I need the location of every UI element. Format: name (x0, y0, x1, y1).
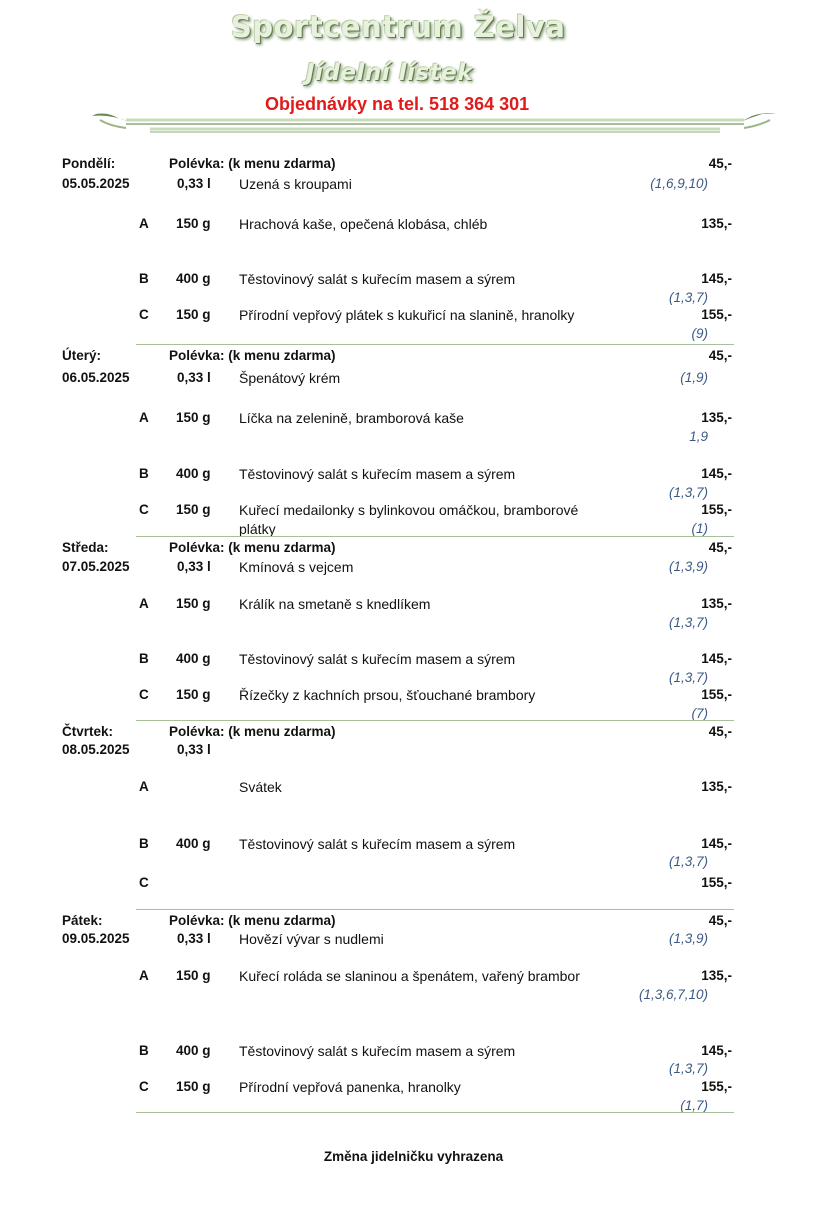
meal-name: Těstovinový salát s kuřecím masem a sýrem (239, 651, 516, 667)
meal-allergens: (1) (691, 521, 708, 536)
meal-name: Těstovinový salát s kuřecím masem a sýrem (239, 1043, 516, 1059)
day-date: 08.05.2025 (62, 742, 130, 757)
meal-price: 145,- (701, 836, 732, 851)
soup-price: 45,- (708, 348, 732, 363)
soup-qty: 0,33 l (177, 931, 211, 946)
soup-allergens: (1,3,9) (668, 931, 708, 946)
meal-allergens: (1,3,7) (668, 485, 708, 500)
meal-qty: 400 g (176, 1043, 211, 1058)
meal-allergens: (1,3,7) (668, 854, 708, 869)
meal-qty: 400 g (176, 271, 211, 286)
soup-label: Polévka: (k menu zdarma) (169, 724, 336, 739)
day-separator (136, 536, 734, 537)
meal-qty: 150 g (176, 968, 211, 983)
decorative-divider (90, 108, 780, 138)
meal-qty: 400 g (176, 466, 211, 481)
soup-name: Hovězí vývar s nudlemi (239, 931, 384, 947)
meal-name: Kuřecí roláda se slaninou a špenátem, vařený brambor (239, 968, 580, 984)
meal-price: 155,- (701, 687, 732, 702)
soup-allergens: (1,3,9) (668, 559, 708, 574)
meal-allergens: (1,3,7) (668, 1061, 708, 1076)
soup-allergens: (1,9) (680, 370, 708, 385)
meal-letter: A (139, 410, 149, 425)
meal-price: 135,- (701, 410, 732, 425)
meal-price: 145,- (701, 1043, 732, 1058)
meal-name: Svátek (239, 779, 282, 795)
meal-allergens: (1,3,7) (668, 670, 708, 685)
meal-allergens: (1,3,6,7,10) (638, 987, 708, 1002)
meal-qty: 150 g (176, 1079, 211, 1094)
meal-qty: 150 g (176, 502, 211, 517)
meal-name: Hrachová kaše, opečená klobása, chléb (239, 216, 488, 232)
meal-price: 155,- (701, 1079, 732, 1094)
meal-allergens: (1,7) (680, 1098, 708, 1113)
meal-allergens: (7) (691, 706, 708, 721)
meal-allergens: (9) (691, 326, 708, 341)
meal-name: Králík na smetaně s knedlíkem (239, 596, 431, 612)
soup-qty: 0,33 l (177, 176, 211, 191)
meal-name: Přírodní vepřová panenka, hranolky (239, 1079, 461, 1095)
meal-letter: C (139, 502, 149, 517)
soup-qty: 0,33 l (177, 370, 211, 385)
day-name: Středa: (62, 540, 109, 555)
meal-name: Kuřecí medailonky s bylinkovou omáčkou, bramborové (239, 502, 579, 518)
day-separator (136, 909, 734, 910)
meal-price: 145,- (701, 271, 732, 286)
meal-letter: B (139, 466, 149, 481)
meal-letter: B (139, 651, 149, 666)
meal-name: Řízečky z kachních prsou, šťouchané brambory (239, 687, 536, 703)
meal-letter: C (139, 875, 149, 890)
meal-price: 135,- (701, 779, 732, 794)
meal-letter: A (139, 596, 149, 611)
meal-name: Těstovinový salát s kuřecím masem a sýrem (239, 836, 516, 852)
day-separator (136, 720, 734, 721)
soup-label: Polévka: (k menu zdarma) (169, 348, 336, 363)
order-phone-line: Objednávky na tel. 518 364 301 (265, 94, 530, 114)
meal-name: Líčka na zelenině, bramborová kaše (239, 410, 464, 426)
day-date: 07.05.2025 (62, 559, 130, 574)
meal-letter: B (139, 271, 149, 286)
meal-qty: 400 g (176, 651, 211, 666)
menu-subtitle: Jídelní lístek (306, 60, 474, 86)
meal-letter: C (139, 687, 149, 702)
soup-label: Polévka: (k menu zdarma) (169, 156, 336, 171)
meal-letter: C (139, 307, 149, 322)
footer-note: Změna jidelničku vyhrazena (323, 1149, 504, 1164)
soup-label: Polévka: (k menu zdarma) (169, 913, 336, 928)
soup-qty: 0,33 l (177, 559, 211, 574)
soup-price: 45,- (708, 913, 732, 928)
meal-price: 135,- (701, 216, 732, 231)
restaurant-title: Sportcentrum Želva (231, 10, 566, 44)
soup-price: 45,- (708, 156, 732, 171)
meal-price: 155,- (701, 502, 732, 517)
day-date: 05.05.2025 (62, 176, 130, 191)
meal-price: 145,- (701, 651, 732, 666)
meal-qty: 150 g (176, 687, 211, 702)
soup-qty: 0,33 l (177, 742, 211, 757)
day-separator (136, 344, 734, 345)
meal-letter: B (139, 836, 149, 851)
day-name: Úterý: (62, 348, 102, 363)
meal-price: 155,- (701, 307, 732, 322)
day-name: Čtvrtek: (62, 724, 114, 739)
meal-name: Těstovinový salát s kuřecím masem a sýrem (239, 271, 516, 287)
meal-letter: A (139, 968, 149, 983)
meal-allergens: (1,3,7) (668, 290, 708, 305)
meal-price: 145,- (701, 466, 732, 481)
meal-qty: 150 g (176, 307, 211, 322)
day-date: 09.05.2025 (62, 931, 130, 946)
day-date: 06.05.2025 (62, 370, 130, 385)
meal-letter: A (139, 779, 149, 794)
meal-price: 135,- (701, 968, 732, 983)
meal-name: Přírodní vepřový plátek s kukuřicí na slanině, hranolky (239, 307, 575, 323)
meal-name-continued: plátky (239, 521, 276, 537)
meal-qty: 150 g (176, 410, 211, 425)
soup-label: Polévka: (k menu zdarma) (169, 540, 336, 555)
meal-price: 135,- (701, 596, 732, 611)
meal-price: 155,- (701, 875, 732, 890)
meal-qty: 150 g (176, 216, 211, 231)
soup-name: Špenátový krém (239, 370, 341, 386)
meal-qty: 400 g (176, 836, 211, 851)
meal-allergens: 1,9 (689, 429, 708, 444)
soup-price: 45,- (708, 540, 732, 555)
meal-letter: C (139, 1079, 149, 1094)
meal-qty: 150 g (176, 596, 211, 611)
meal-name: Těstovinový salát s kuřecím masem a sýrem (239, 466, 516, 482)
day-name: Pondělí: (62, 156, 116, 171)
soup-price: 45,- (708, 724, 732, 739)
meal-letter: B (139, 1043, 149, 1058)
day-name: Pátek: (62, 913, 103, 928)
soup-name: Uzená s kroupami (239, 176, 352, 192)
soup-allergens: (1,6,9,10) (650, 176, 708, 191)
day-separator (136, 1112, 734, 1113)
soup-name: Kmínová s vejcem (239, 559, 354, 575)
meal-allergens: (1,3,7) (668, 615, 708, 630)
meal-letter: A (139, 216, 149, 231)
